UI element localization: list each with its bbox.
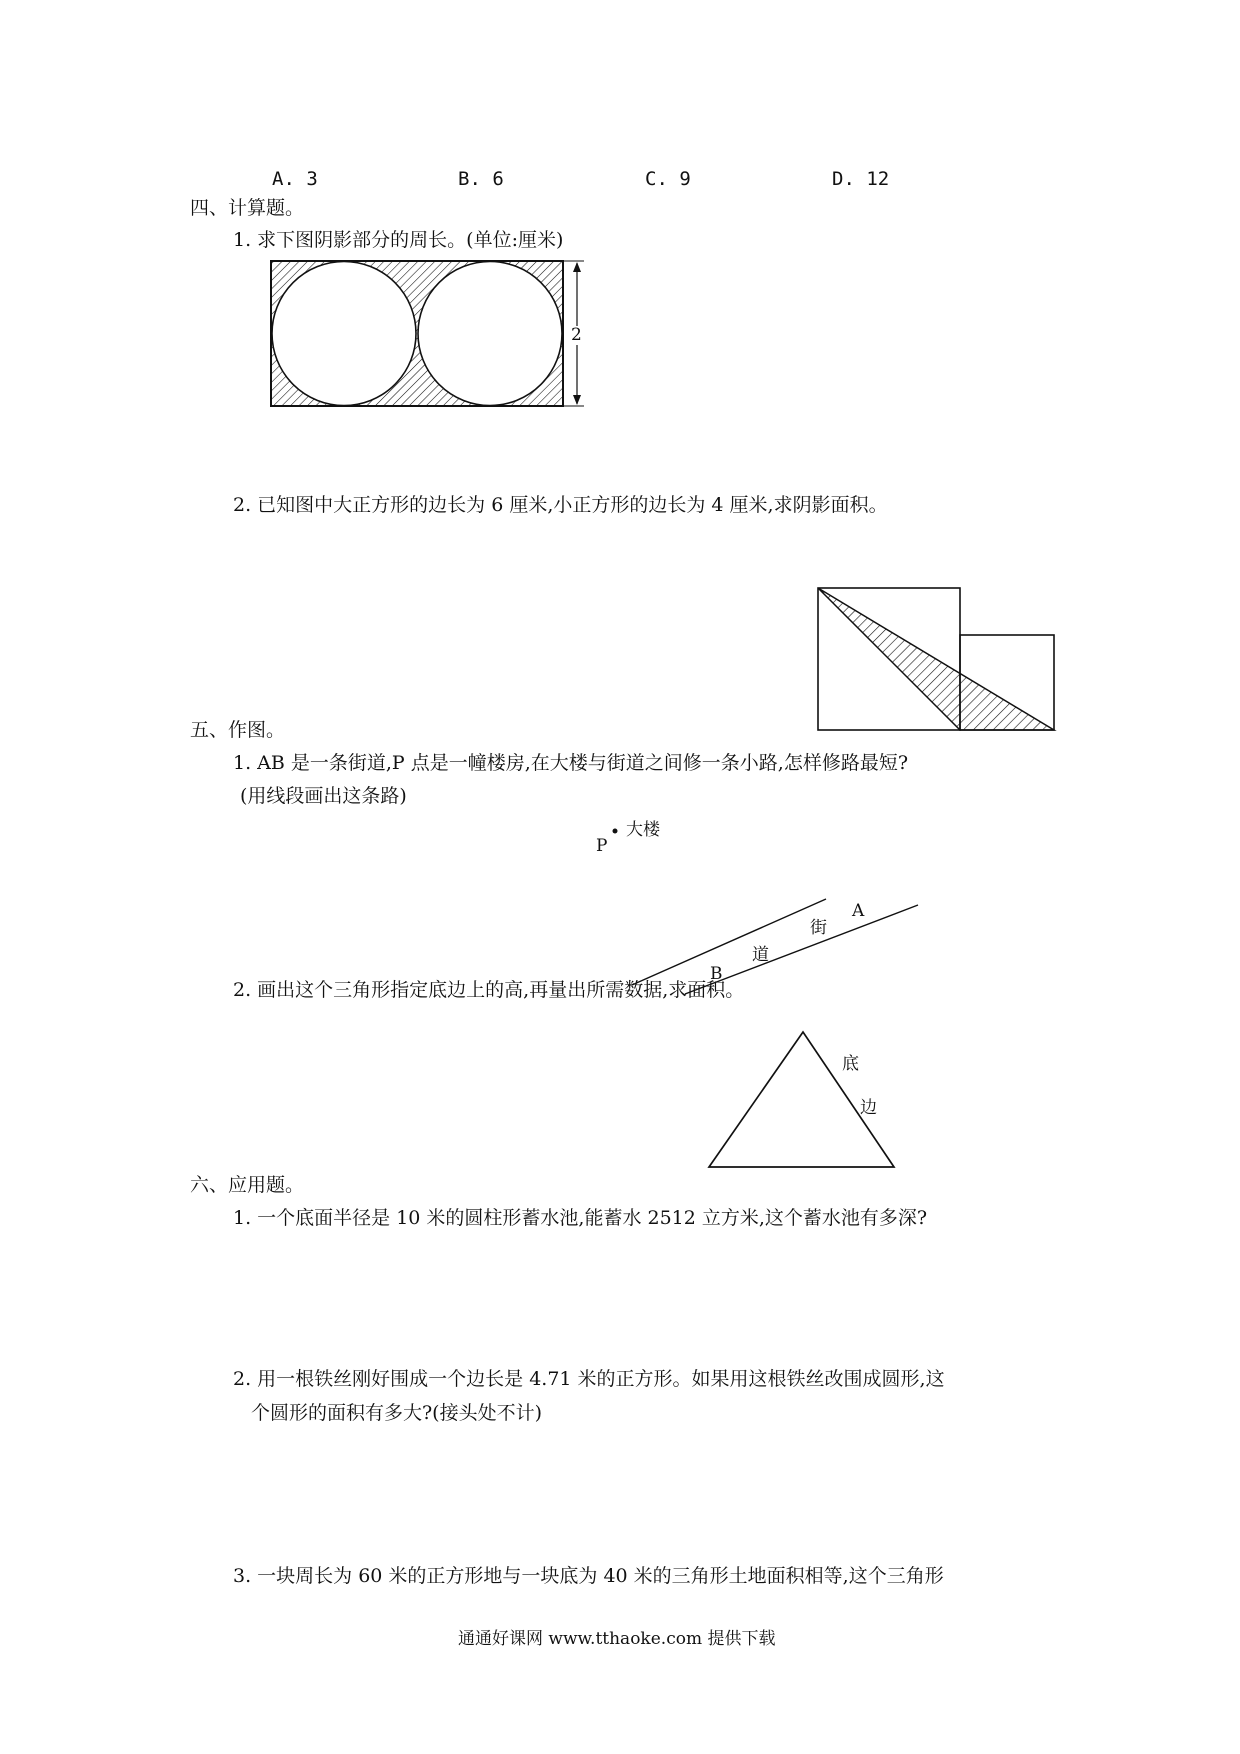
section-heading-application: 六、应用题。 <box>190 1174 305 1196</box>
label-base-char1: 底 <box>842 1054 859 1074</box>
question-5-1-line2: (用线段画出这条路) <box>240 785 407 807</box>
question-5-1-line1: 1. AB 是一条街道,P 点是一幢楼房,在大楼与街道之间修一条小路,怎样修路最短? <box>233 752 909 774</box>
option-b: B. 6 <box>458 168 504 190</box>
label-building: 大楼 <box>626 820 660 840</box>
question-4-1: 1. 求下图阴影部分的周长。(单位:厘米) <box>233 229 564 251</box>
label-point-a: A <box>852 901 865 921</box>
figure-triangle <box>700 1025 910 1175</box>
label-base-char2: 边 <box>860 1098 877 1118</box>
point-p-dot <box>610 826 620 836</box>
question-6-2-line2: 个圆形的面积有多大?(接头处不计) <box>251 1402 543 1424</box>
option-a: A. 3 <box>272 168 318 190</box>
label-street-char1: 街 <box>810 918 827 938</box>
section-heading-drawing: 五、作图。 <box>190 719 286 741</box>
figure-two-squares <box>810 580 1060 740</box>
question-6-3: 3. 一块周长为 60 米的正方形地与一块底为 40 米的三角形土地面积相等,这个三角形 <box>233 1565 944 1587</box>
question-6-1: 1. 一个底面半径是 10 米的圆柱形蓄水池,能蓄水 2512 立方米,这个蓄水池有多深? <box>233 1207 928 1229</box>
label-point-b: B <box>710 964 723 984</box>
dimension-label-2: 2 <box>571 325 582 345</box>
label-point-p: P <box>596 836 608 856</box>
footer-source: 通通好课网 www.tthaoke.com 提供下载 <box>458 1629 776 1649</box>
option-c: C. 9 <box>645 168 691 190</box>
question-4-2: 2. 已知图中大正方形的边长为 6 厘米,小正方形的边长为 4 厘米,求阴影面积。 <box>233 494 888 516</box>
option-d: D. 12 <box>832 168 890 190</box>
question-5-2: 2. 画出这个三角形指定底边上的高,再量出所需数据,求面积。 <box>233 979 745 1001</box>
label-street-char2: 道 <box>752 945 769 965</box>
section-heading-calculation: 四、计算题。 <box>190 197 305 219</box>
figure-circles-in-rectangle <box>265 255 595 415</box>
question-6-2-line1: 2. 用一根铁丝刚好围成一个边长是 4.71 米的正方形。如果用这根铁丝改围成圆形,这 <box>233 1368 945 1390</box>
